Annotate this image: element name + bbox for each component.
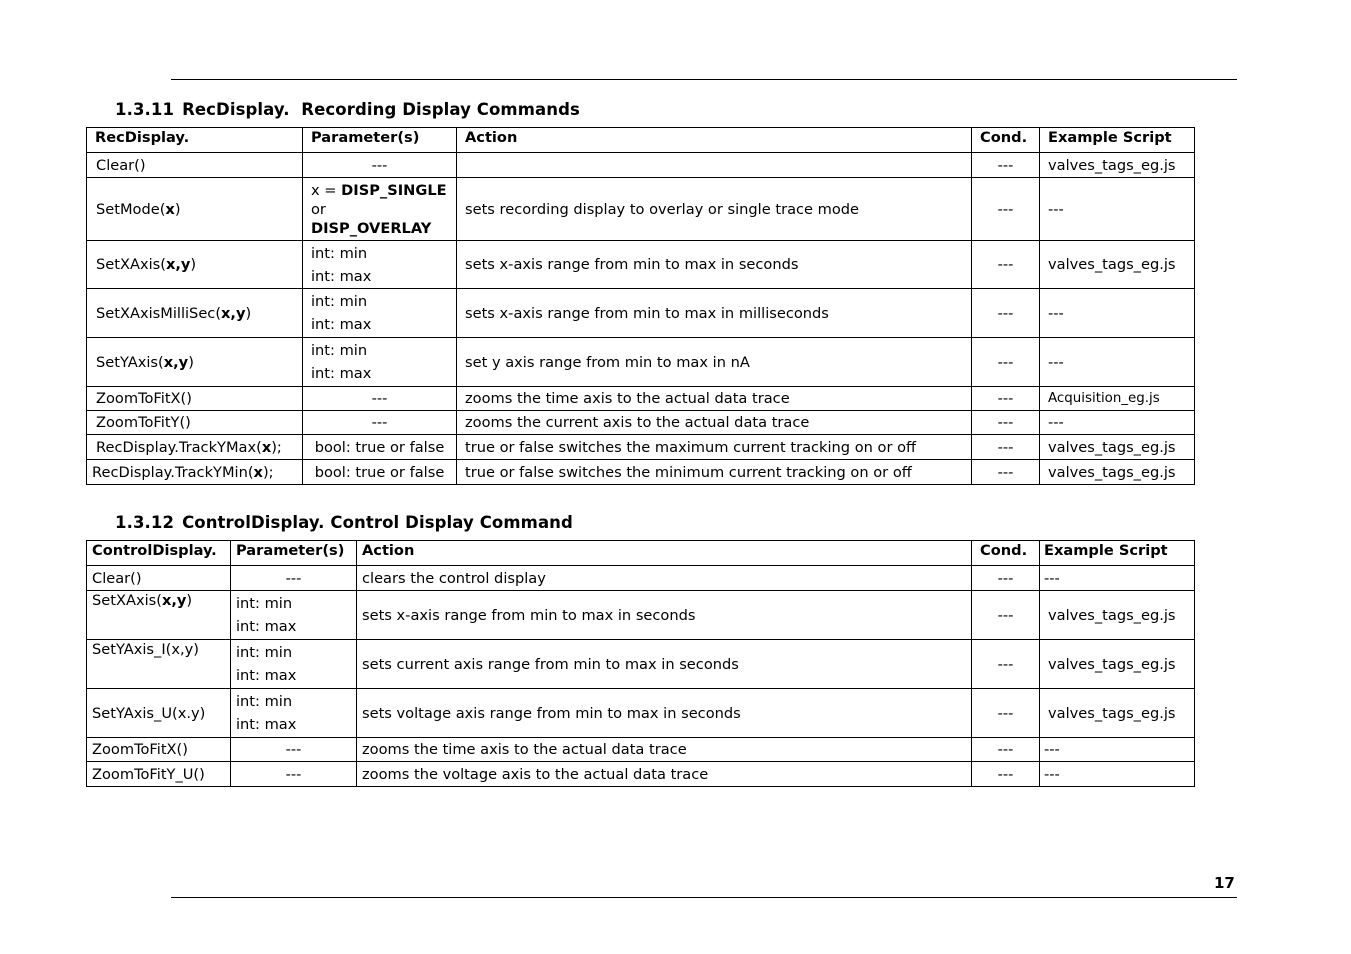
example-script-cell: ---	[1040, 338, 1195, 387]
table-header-row	[87, 541, 1195, 566]
action-cell: sets voltage axis range from min to max in seconds	[357, 689, 972, 738]
header-rule	[171, 79, 1237, 80]
example-script-cell: ---	[1040, 289, 1195, 338]
command-cell: ZoomToFitX()	[87, 738, 231, 762]
parameter-cell: int: min int: max	[231, 689, 357, 738]
example-script-cell: valves_tags_eg.js	[1040, 153, 1195, 178]
command-cell: ZoomToFitY_U()	[87, 762, 231, 787]
section-number: 1.3.12	[115, 513, 175, 532]
example-script-cell: valves_tags_eg.js	[1040, 460, 1195, 485]
example-script-cell: valves_tags_eg.js	[1040, 241, 1195, 289]
parameter-cell: int: min int: max	[231, 640, 357, 689]
example-script-cell: ---	[1040, 762, 1195, 787]
action-cell: clears the control display	[357, 566, 972, 591]
parameter-cell: int: min int: max	[303, 338, 457, 387]
command-cell: SetYAxis(x,y)	[87, 338, 303, 387]
table-row	[87, 178, 1195, 241]
table-header-row	[87, 128, 1195, 153]
cond-cell: ---	[972, 387, 1040, 411]
cond-cell: ---	[972, 153, 1040, 178]
header-action: Action	[357, 541, 972, 566]
example-script-cell: valves_tags_eg.js	[1040, 435, 1195, 460]
header-action: Action	[457, 128, 972, 153]
action-cell: true or false switches the maximum current tracking on or off	[457, 435, 972, 460]
cond-cell: ---	[972, 338, 1040, 387]
command-cell: RecDisplay.TrackYMin(x);	[87, 460, 303, 485]
example-script-cell: valves_tags_eg.js	[1040, 640, 1195, 689]
action-cell: true or false switches the minimum current tracking on or off	[457, 460, 972, 485]
command-cell: SetYAxis_U(x.y)	[87, 689, 231, 738]
cond-cell: ---	[972, 411, 1040, 435]
example-script-cell: Acquisition_eg.js	[1040, 387, 1195, 411]
section-heading-recdisplay	[115, 100, 580, 119]
cond-cell: ---	[972, 435, 1040, 460]
table-row	[87, 338, 1195, 387]
command-cell: Clear()	[87, 566, 231, 591]
action-cell: zooms the time axis to the actual data trace	[457, 387, 972, 411]
table-row	[87, 153, 1195, 178]
action-cell: zooms the time axis to the actual data trace	[357, 738, 972, 762]
header-cond: Cond.	[972, 541, 1040, 566]
action-cell: set y axis range from min to max in nA	[457, 338, 972, 387]
parameter-cell: int: min int: max	[231, 591, 357, 640]
parameter-cell: ---	[303, 411, 457, 435]
cond-cell: ---	[972, 591, 1040, 640]
example-script-cell: valves_tags_eg.js	[1040, 689, 1195, 738]
section-heading-controldisplay	[115, 513, 573, 532]
recdisplay-commands-table	[86, 127, 1195, 485]
command-cell: SetYAxis_I(x,y)	[87, 640, 231, 689]
footer-rule	[171, 897, 1237, 898]
table-row	[87, 411, 1195, 435]
table-row	[87, 689, 1195, 738]
section-number: 1.3.11	[115, 100, 175, 119]
table-row	[87, 566, 1195, 591]
cond-cell: ---	[972, 738, 1040, 762]
parameter-cell: ---	[231, 566, 357, 591]
cond-cell: ---	[972, 762, 1040, 787]
command-cell: SetXAxis(x,y)	[87, 241, 303, 289]
action-cell	[457, 153, 972, 178]
page-number: 17	[1214, 874, 1235, 892]
example-script-cell: ---	[1040, 178, 1195, 241]
parameter-cell: bool: true or false	[303, 460, 457, 485]
parameter-cell: ---	[303, 387, 457, 411]
example-script-cell: ---	[1040, 411, 1195, 435]
header-example-script: Example Script	[1040, 128, 1195, 153]
cond-cell: ---	[972, 178, 1040, 241]
action-cell: zooms the voltage axis to the actual data trace	[357, 762, 972, 787]
example-script-cell: valves_tags_eg.js	[1040, 591, 1195, 640]
controldisplay-commands-table	[86, 540, 1195, 787]
parameter-cell: bool: true or false	[303, 435, 457, 460]
cond-cell: ---	[972, 640, 1040, 689]
table-row	[87, 738, 1195, 762]
header-cond: Cond.	[972, 128, 1040, 153]
parameter-cell: ---	[303, 153, 457, 178]
header-command: RecDisplay.	[87, 128, 303, 153]
parameter-cell: int: min int: max	[303, 289, 457, 338]
example-script-cell: ---	[1040, 738, 1195, 762]
command-cell: SetMode(x)	[87, 178, 303, 241]
action-cell: sets x-axis range from min to max in milliseconds	[457, 289, 972, 338]
action-cell: sets recording display to overlay or single trace mode	[457, 178, 972, 241]
header-command: ControlDisplay.	[87, 541, 231, 566]
action-cell: zooms the current axis to the actual data trace	[457, 411, 972, 435]
command-cell: SetXAxisMilliSec(x,y)	[87, 289, 303, 338]
header-parameters: Parameter(s)	[231, 541, 357, 566]
table-row	[87, 241, 1195, 289]
table-row	[87, 640, 1195, 689]
table-row	[87, 289, 1195, 338]
cond-cell: ---	[972, 289, 1040, 338]
action-cell: sets x-axis range from min to max in seconds	[357, 591, 972, 640]
table-row	[87, 762, 1195, 787]
header-example-script: Example Script	[1040, 541, 1195, 566]
parameter-cell: ---	[231, 738, 357, 762]
section-title: ControlDisplay. Control Display Command	[182, 513, 573, 532]
cond-cell: ---	[972, 241, 1040, 289]
header-parameters: Parameter(s)	[303, 128, 457, 153]
command-cell: SetXAxis(x,y)	[87, 591, 231, 640]
cond-cell: ---	[972, 460, 1040, 485]
command-cell: RecDisplay.TrackYMax(x);	[87, 435, 303, 460]
parameter-cell: x = DISP_SINGLE or DISP_OVERLAY	[303, 178, 457, 241]
command-cell: ZoomToFitX()	[87, 387, 303, 411]
command-cell: ZoomToFitY()	[87, 411, 303, 435]
cond-cell: ---	[972, 689, 1040, 738]
parameter-cell: int: min int: max	[303, 241, 457, 289]
cond-cell: ---	[972, 566, 1040, 591]
action-cell: sets current axis range from min to max in seconds	[357, 640, 972, 689]
command-cell: Clear()	[87, 153, 303, 178]
table-row	[87, 435, 1195, 460]
section-title: RecDisplay. Recording Display Commands	[182, 100, 580, 119]
table-row	[87, 460, 1195, 485]
table-row	[87, 387, 1195, 411]
parameter-cell: ---	[231, 762, 357, 787]
table-row	[87, 591, 1195, 640]
action-cell: sets x-axis range from min to max in seconds	[457, 241, 972, 289]
example-script-cell: ---	[1040, 566, 1195, 591]
